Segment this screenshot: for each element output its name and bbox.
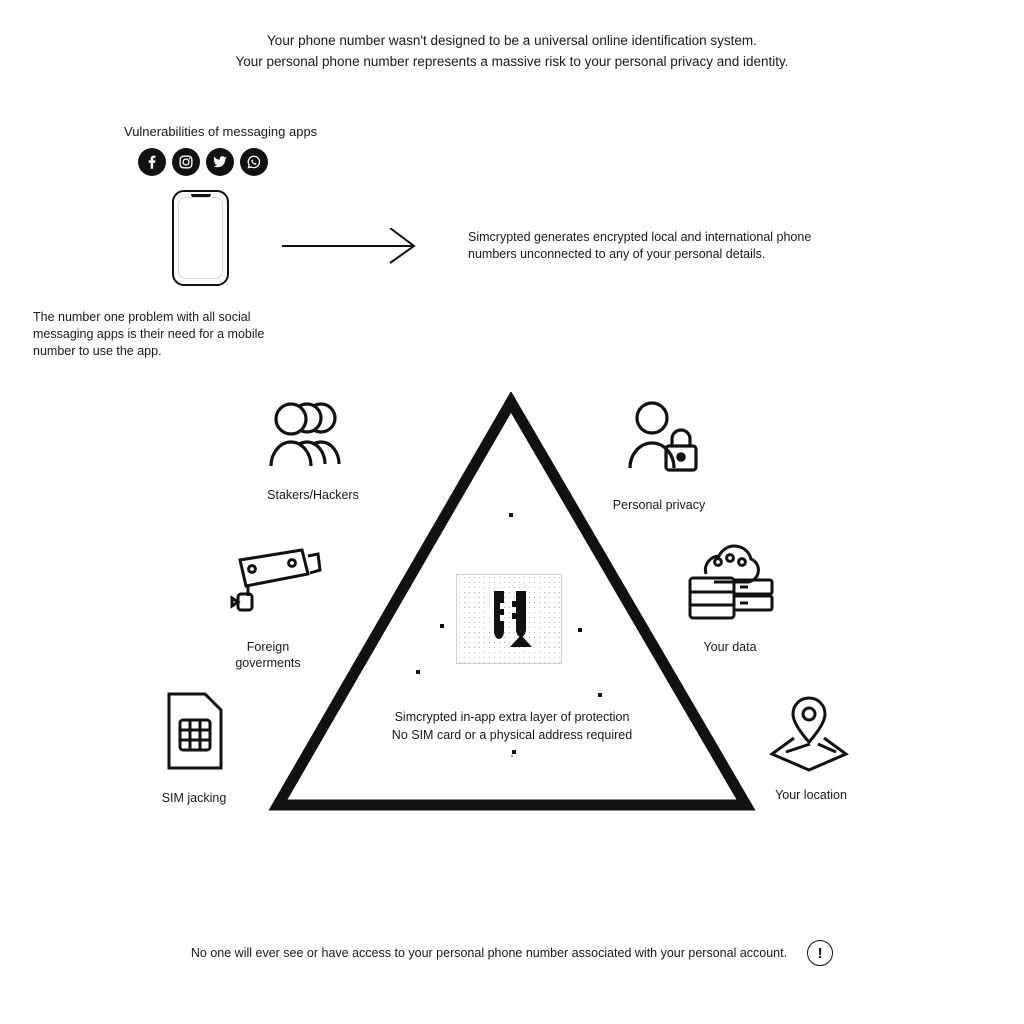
facebook-icon — [138, 148, 166, 176]
triangle-caption — [340, 708, 684, 762]
person-lock-icon — [616, 398, 702, 483]
whatsapp-icon — [240, 148, 268, 176]
node-label-personal-privacy: Personal privacy — [612, 498, 706, 512]
sim-card-icon — [165, 690, 225, 777]
footer-text: No one will ever see or have access to your personal phone number associated with your personal account. — [190, 946, 788, 960]
node-label-foreign-governments — [193, 639, 343, 671]
header-statement — [0, 30, 1024, 72]
header-line-1: Your phone number wasn't designed to be a universal online identification system. — [267, 33, 757, 48]
messaging-apps-row — [138, 148, 268, 176]
smartphone-icon — [172, 190, 229, 286]
header-line-2: Your personal phone number represents a massive risk to your personal privacy and identity. — [235, 54, 789, 69]
footer — [0, 940, 1024, 966]
node-label-sim-jacking: SIM jacking — [161, 791, 227, 805]
decor-dot — [578, 628, 582, 632]
keys-icon — [476, 585, 542, 656]
arrow-right-icon — [282, 228, 416, 269]
instagram-icon — [172, 148, 200, 176]
decor-dot — [598, 693, 602, 697]
triangle-caption-line-1: Simcrypted in-app extra layer of protection — [394, 710, 630, 724]
decor-dot — [416, 670, 420, 674]
triangle-caption-line-2: No SIM card or a physical address required — [391, 728, 633, 742]
node-label-foreign-line-1: Foreign — [246, 640, 290, 654]
decor-dot — [509, 513, 513, 517]
cloud-server-icon — [684, 540, 778, 633]
node-label-stakers: Stakers/Hackers — [267, 488, 359, 502]
node-label-your-data: Your data — [703, 640, 757, 654]
people-group-icon — [263, 398, 359, 483]
phone-screen — [178, 197, 223, 279]
mobile-number-problem-text: The number one problem with all social messaging apps is their need for a mobile number to use the app. — [33, 310, 265, 358]
cctv-camera-icon — [228, 544, 322, 621]
map-pin-icon — [766, 694, 852, 779]
twitter-icon — [206, 148, 234, 176]
node-label-foreign-line-2: goverments — [235, 656, 301, 670]
messaging-apps-title: Vulnerabilities of messaging apps — [124, 124, 318, 139]
decor-dot — [440, 624, 444, 628]
node-label-your-location: Your location — [775, 788, 847, 802]
simcrypted-result-text: Simcrypted generates encrypted local and international phone numbers unconnected to any of your personal details. — [468, 230, 812, 261]
triangle-caption-line-3: . — [510, 746, 514, 760]
exclamation-circle-icon: ! — [807, 940, 833, 966]
